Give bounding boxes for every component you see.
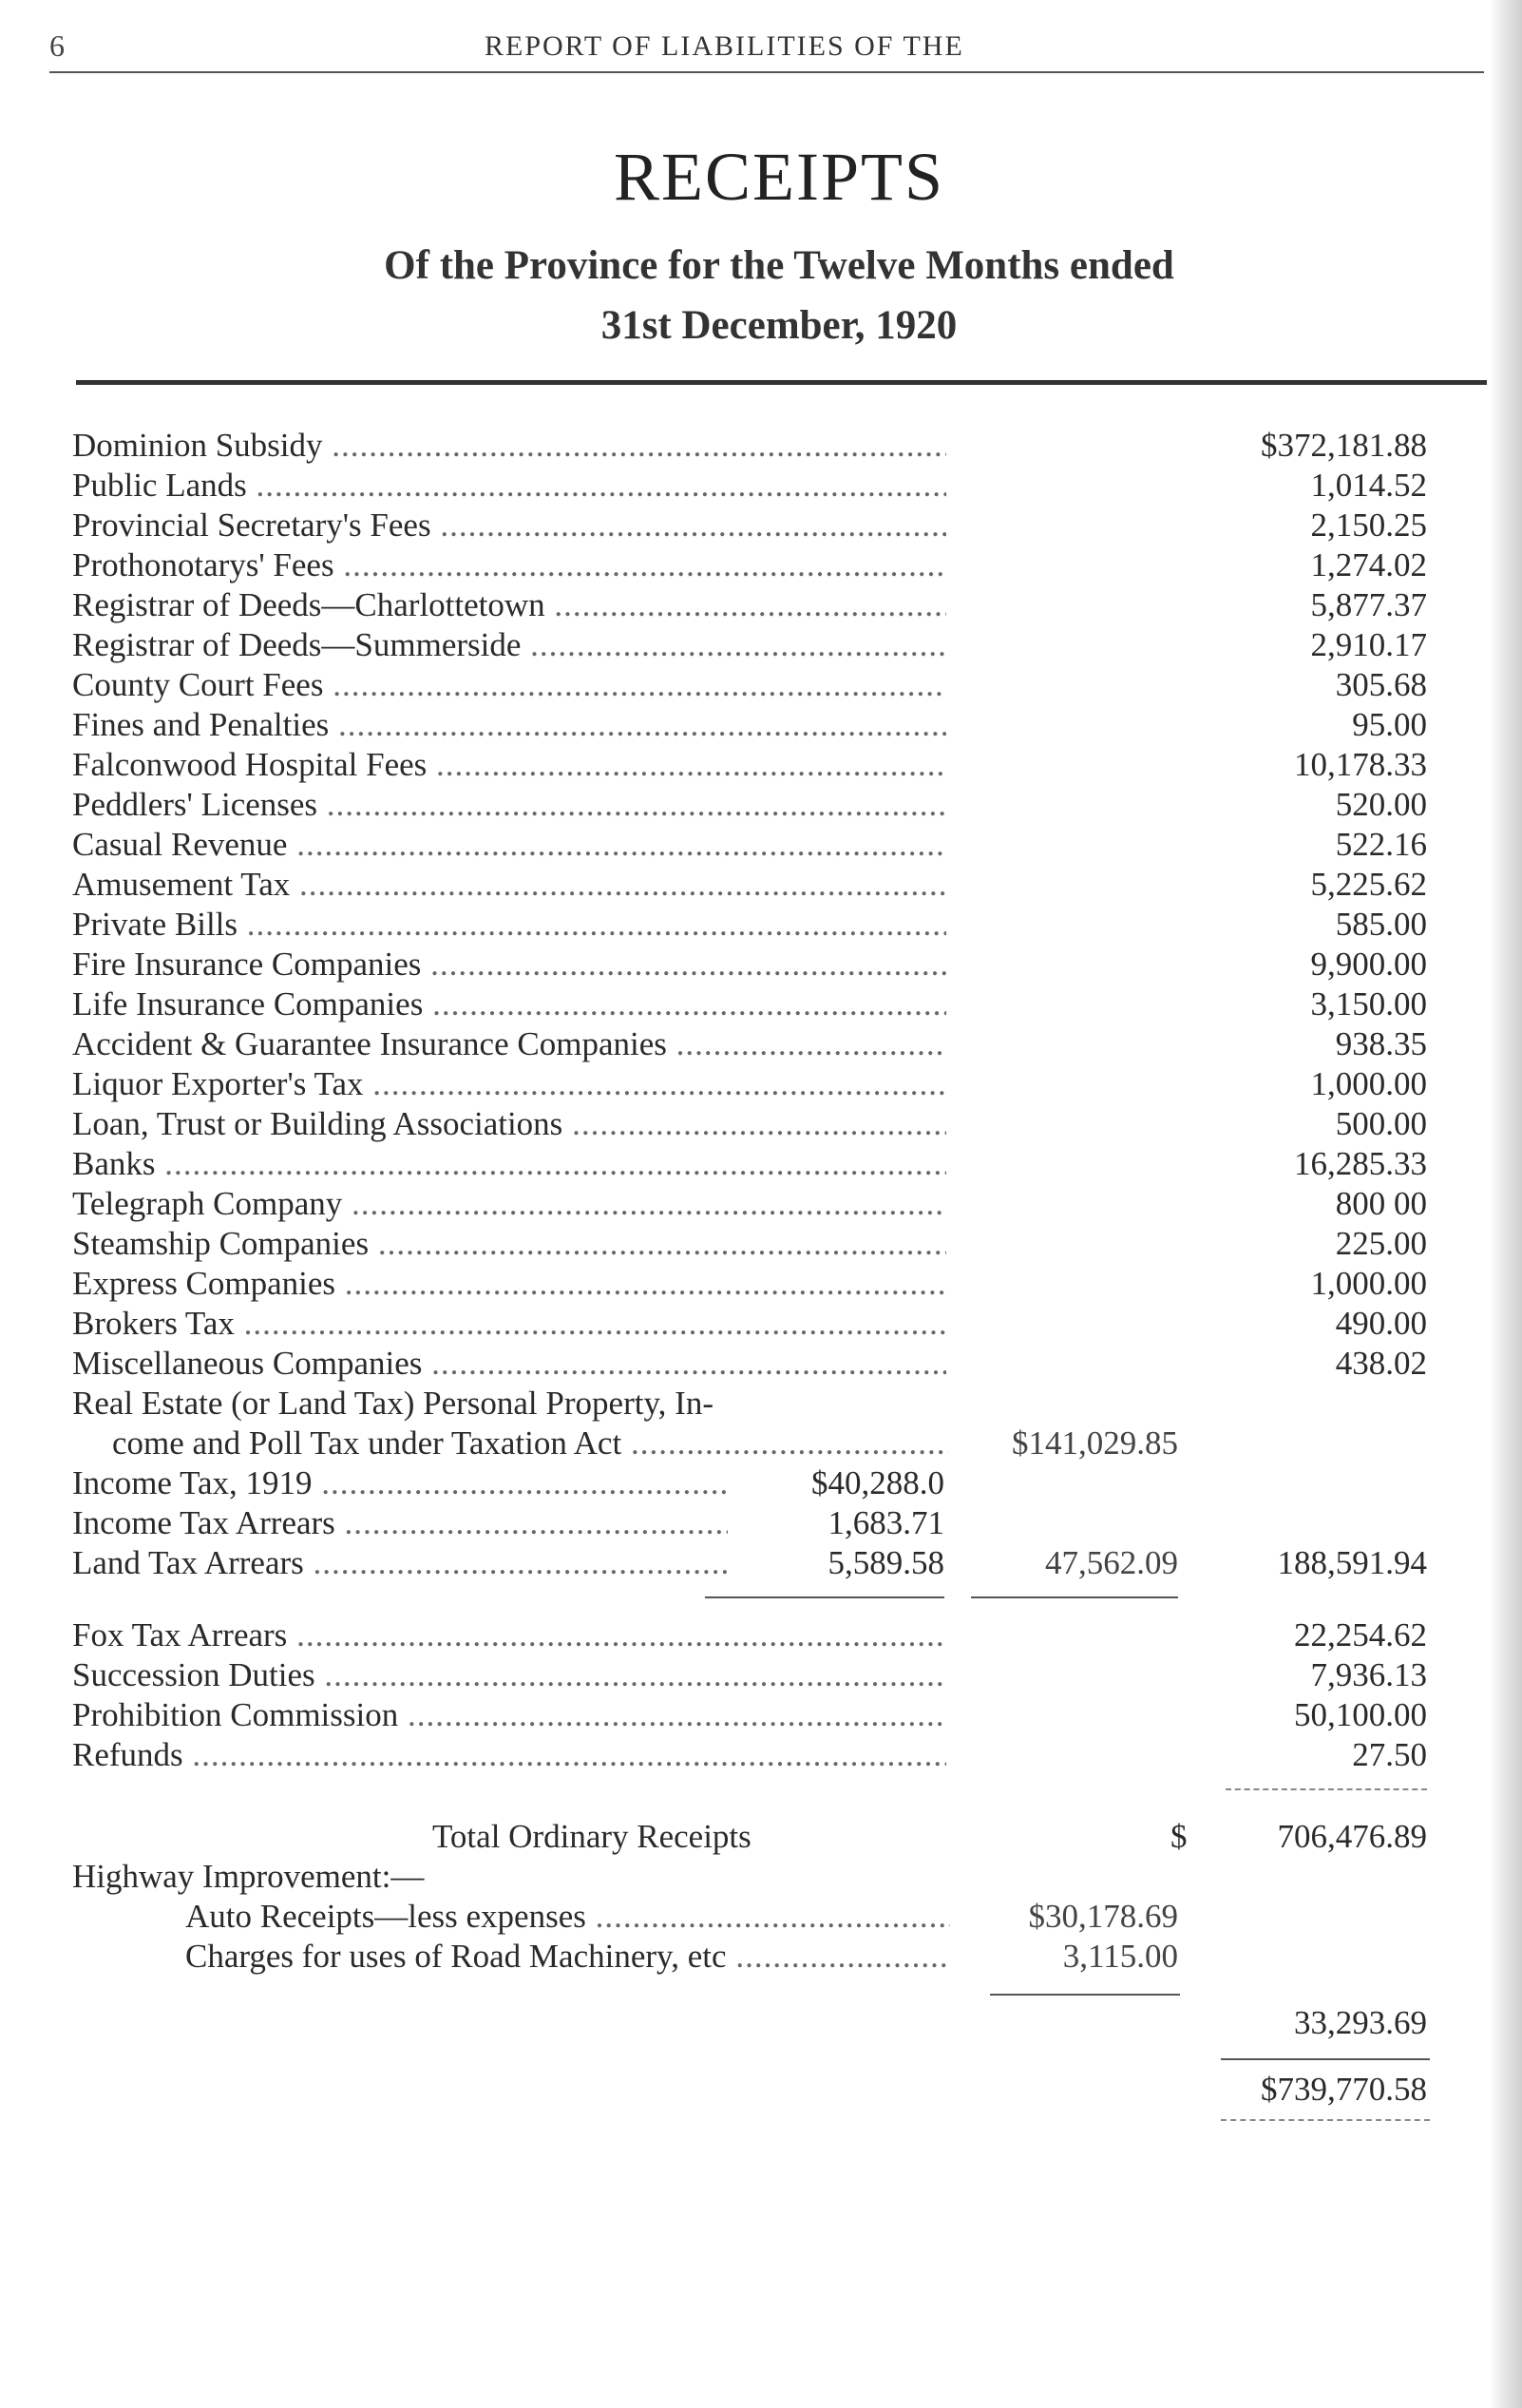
row-label: Dominion Subsidy ..... (72, 426, 946, 466)
row-amount: 2,910.17 (1310, 626, 1427, 663)
highway-row (0, 1937, 1522, 1977)
ledger-subrow (0, 1503, 1522, 1543)
row-label: Land Tax Arrears ..... (72, 1543, 728, 1583)
ledger-row (0, 665, 1522, 705)
row-amount: $372,181.88 (1261, 427, 1427, 464)
row-amount: 1,000.00 (1310, 1265, 1427, 1302)
row-amount: 7,936.13 (1310, 1656, 1427, 1693)
row-label: come and Poll Tax under Taxation Act ..... (112, 1424, 948, 1463)
row-amount: 438.02 (1335, 1345, 1427, 1382)
row-amount-mid: 3,115.00 (1062, 1938, 1178, 1975)
row-label: Express Companies ..... (72, 1264, 946, 1304)
row-amount: 500.00 (1335, 1105, 1427, 1142)
row-label: Provincial Secretary's Fees ..... (72, 506, 946, 545)
row-amount: 3,150.00 (1310, 985, 1427, 1022)
ledger-row (0, 1224, 1522, 1264)
row-amount: 520.00 (1335, 786, 1427, 823)
total-ordinary-label: Total Ordinary Receipts (432, 1818, 751, 1855)
ledger-row (0, 545, 1522, 585)
ledger-row (0, 945, 1522, 984)
title-rule (76, 380, 1487, 385)
ledger-row (0, 1344, 1522, 1384)
row-amount: 1,274.02 (1310, 546, 1427, 583)
row-label: Succession Duties ..... (72, 1655, 946, 1695)
row-amount-mid: $30,178.69 (1028, 1898, 1178, 1935)
row-label: Accident & Guarantee Insurance Companies ..... (72, 1024, 946, 1064)
ledger-row (0, 506, 1522, 545)
row-amount: 938.35 (1335, 1025, 1427, 1062)
row-amount-inner: 5,589.58 (828, 1544, 944, 1581)
ledger-row (0, 905, 1522, 945)
subtitle-line-2: 31st December, 1920 (600, 303, 958, 348)
row-amount: 22,254.62 (1294, 1616, 1427, 1653)
ledger-row (0, 1064, 1522, 1104)
ledger-row (0, 865, 1522, 905)
ledger-row (0, 1144, 1522, 1184)
ledger-row (0, 1695, 1522, 1735)
row-label: Prothonotarys' Fees ..... (72, 545, 946, 585)
row-label: Peddlers' Licenses ..... (72, 785, 946, 825)
row-amount: 9,900.00 (1310, 946, 1427, 983)
row-amount: 585.00 (1335, 906, 1427, 943)
ledger-row (0, 1104, 1522, 1144)
row-label: Banks ..... (72, 1144, 946, 1184)
ledger-row (0, 825, 1522, 865)
highway-heading-row (0, 1857, 1522, 1897)
ledger-row (0, 785, 1522, 825)
row-label: Registrar of Deeds—Summerside ..... (72, 625, 946, 665)
ledger-row (0, 466, 1522, 506)
row-label: Loan, Trust or Building Associations ..... (72, 1104, 946, 1144)
row-amount: 305.68 (1335, 666, 1427, 703)
ledger-row (0, 585, 1522, 625)
ledger-row (0, 705, 1522, 745)
page-title: RECEIPTS (613, 139, 945, 215)
row-label: Fox Tax Arrears ..... (72, 1615, 946, 1655)
row-amount: 225.00 (1335, 1225, 1427, 1262)
grand-total-rule (1221, 2058, 1430, 2060)
row-label: Fines and Penalties ..... (72, 705, 946, 745)
row-amount: 490.00 (1335, 1305, 1427, 1342)
row-label: Miscellaneous Companies ..... (72, 1344, 946, 1384)
row-amount: 5,877.37 (1310, 586, 1427, 623)
total-rule (1226, 1788, 1427, 1790)
ledger-row (0, 1264, 1522, 1304)
row-label: Telegraph Company ..... (72, 1184, 946, 1224)
row-amount: 800 00 (1335, 1185, 1427, 1222)
ledger-row (0, 984, 1522, 1024)
total-ordinary-amount: 706,476.89 (1277, 1818, 1427, 1855)
highway-total: 33,293.69 (1294, 2004, 1427, 2041)
row-label: Casual Revenue ..... (72, 825, 946, 865)
row-amount: 10,178.33 (1294, 746, 1427, 783)
row-label: Life Insurance Companies ..... (72, 984, 946, 1024)
ledger-subrow (0, 1463, 1522, 1503)
ledger-row (0, 1735, 1522, 1775)
ledger-row (0, 1024, 1522, 1064)
row-label: Amusement Tax ..... (72, 865, 946, 905)
row-amount: 27.50 (1352, 1736, 1427, 1773)
ledger-row (0, 1615, 1522, 1655)
row-label: Liquor Exporter's Tax ..... (72, 1064, 946, 1104)
row-label: Auto Receipts—less expenses ..... (185, 1897, 950, 1937)
grand-total-underline (1221, 2119, 1430, 2121)
row-amount: 95.00 (1352, 706, 1427, 743)
row-label: Public Lands ..... (72, 466, 946, 506)
row-amount-mid: 47,562.09 (1045, 1544, 1178, 1581)
row-amount-mid: $141,029.85 (1012, 1424, 1178, 1462)
row-label: Real Estate (or Land Tax) Personal Property, In- (72, 1385, 713, 1422)
row-amount: 2,150.25 (1310, 506, 1427, 544)
highway-total-row (0, 2003, 1522, 2043)
row-label: Charges for uses of Road Machinery, etc ..... (185, 1937, 950, 1977)
row-amount-inner: $40,288.0 (811, 1464, 944, 1501)
row-amount: 1,000.00 (1310, 1065, 1427, 1102)
highway-rule (990, 1994, 1180, 1996)
row-label: Steamship Companies ..... (72, 1224, 946, 1264)
row-label: Falconwood Hospital Fees ..... (72, 745, 946, 785)
row-label: Prohibition Commission ..... (72, 1695, 946, 1735)
row-label: County Court Fees ..... (72, 665, 946, 705)
real-estate-row-1 (0, 1384, 1522, 1424)
ledger-row (0, 745, 1522, 785)
row-label: Income Tax Arrears ..... (72, 1503, 728, 1543)
row-label: Registrar of Deeds—Charlottetown ..... (72, 585, 946, 625)
ledger-row (0, 1184, 1522, 1224)
ledger-row (0, 426, 1522, 466)
running-title: REPORT OF LIABILITIES OF THE (485, 30, 964, 62)
grand-total: $739,770.58 (1261, 2071, 1427, 2108)
row-amount: 16,285.33 (1294, 1145, 1427, 1182)
ledger-row (0, 1655, 1522, 1695)
header-rule (49, 71, 1484, 73)
ledger-row (0, 625, 1522, 665)
row-label: Brokers Tax ..... (72, 1304, 946, 1344)
row-label: Private Bills ..... (72, 905, 946, 945)
subtitle-line-1: Of the Province for the Twelve Months ended (384, 243, 1174, 288)
ledger-row (0, 1304, 1522, 1344)
real-estate-row-2 (0, 1424, 1522, 1463)
row-amount: 1,014.52 (1310, 467, 1427, 504)
currency-sign: $ (1170, 1818, 1188, 1855)
total-ordinary-row (0, 1817, 1522, 1857)
subtotal-rule (705, 1596, 944, 1598)
row-label: Fire Insurance Companies ..... (72, 945, 946, 984)
running-head (0, 21, 1522, 63)
subtotal-rule (971, 1596, 1178, 1598)
row-amount: 188,591.94 (1277, 1544, 1427, 1581)
row-amount: 50,100.00 (1294, 1696, 1427, 1733)
row-amount-inner: 1,683.71 (828, 1504, 944, 1541)
highway-heading: Highway Improvement:— (72, 1858, 425, 1895)
row-label: Income Tax, 1919 ..... (72, 1463, 728, 1503)
highway-row (0, 1897, 1522, 1937)
grand-total-row (0, 2070, 1522, 2110)
ledger-subrow (0, 1543, 1522, 1583)
row-label: Refunds ..... (72, 1735, 946, 1775)
row-amount: 522.16 (1335, 826, 1427, 863)
page-number: 6 (49, 29, 65, 63)
row-amount: 5,225.62 (1310, 866, 1427, 903)
